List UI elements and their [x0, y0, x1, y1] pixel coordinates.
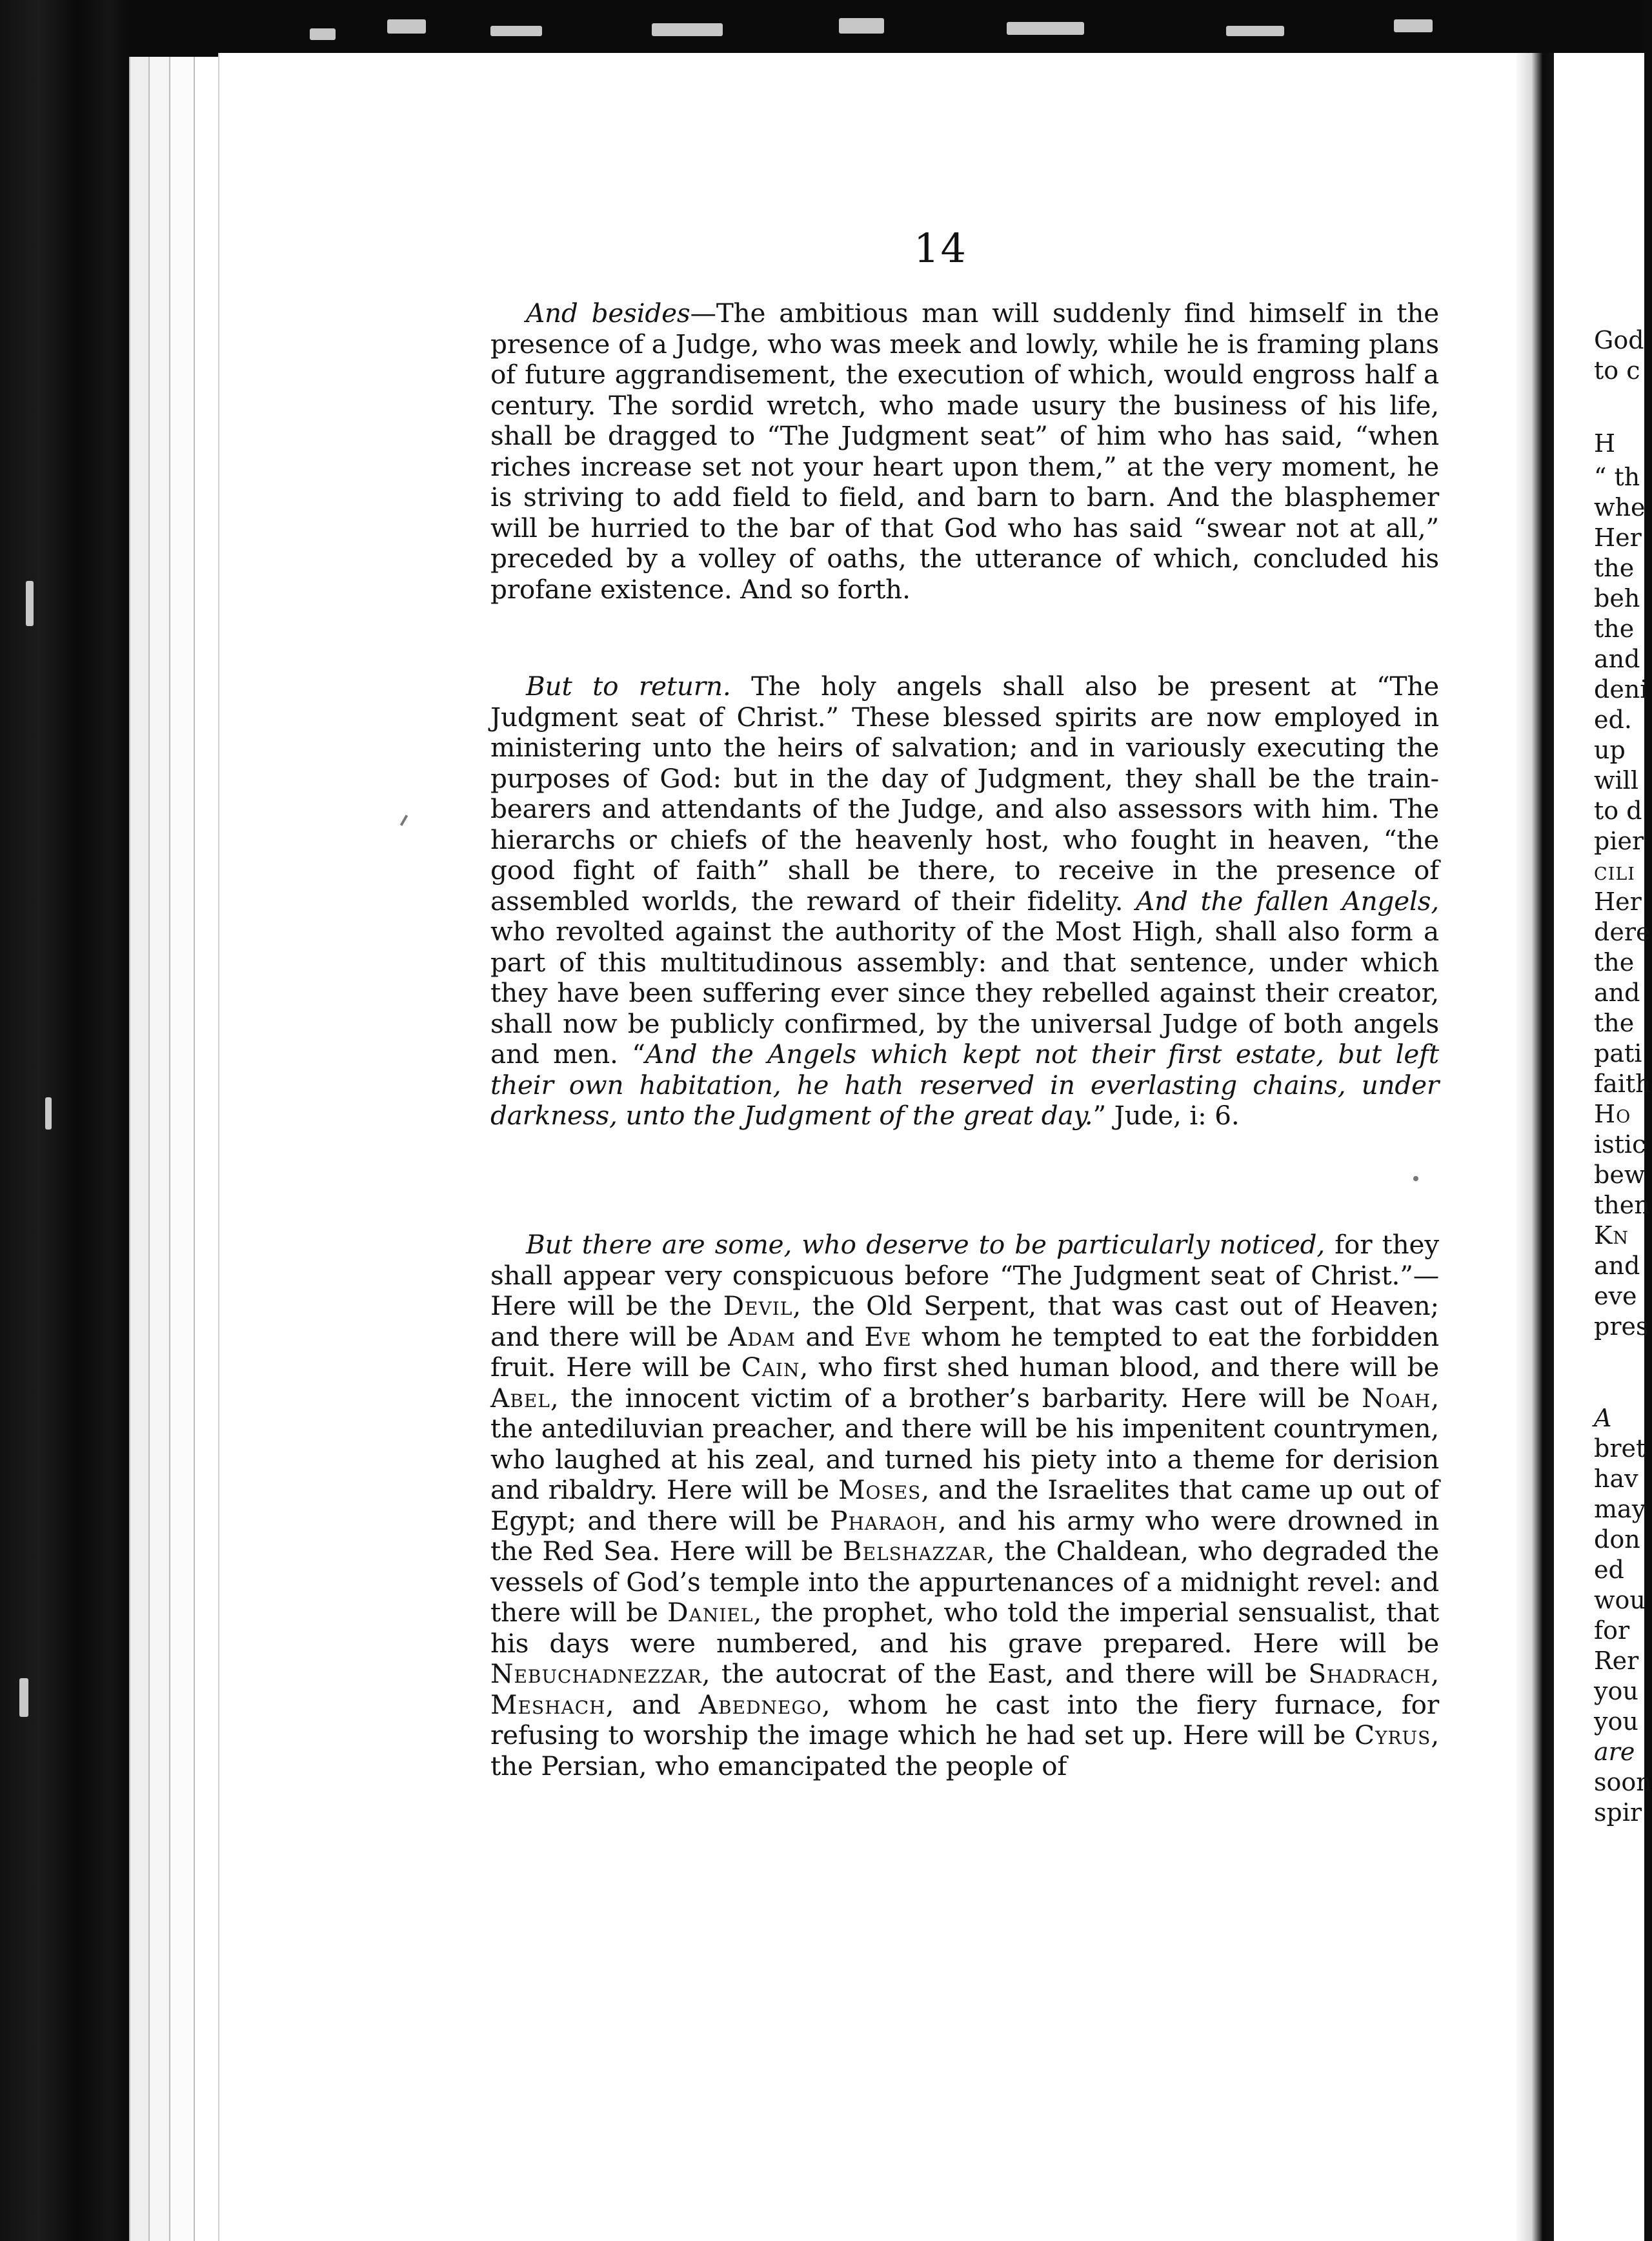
scan-speck: [45, 1097, 52, 1130]
scan-speck: [310, 28, 336, 40]
facing-page-line: are: [1594, 1738, 1635, 1766]
small-caps-name: Daniel: [667, 1597, 754, 1628]
text-run: , and his army who were drowned in the Red Sea. Here will be: [490, 1505, 1439, 1567]
facing-page-line: whe: [1594, 493, 1646, 522]
facing-page-line: the: [1594, 948, 1635, 977]
text-run: , who first shed human blood, and there will be: [800, 1352, 1439, 1383]
facing-page-line: ed: [1594, 1556, 1624, 1584]
facing-page-line: Ho: [1594, 1100, 1631, 1128]
text-run: , and the Israelites that came up out of Egypt; and there will be: [490, 1474, 1440, 1536]
facing-page-line: faith: [1594, 1070, 1651, 1098]
facing-page-line: hav: [1594, 1465, 1638, 1493]
text-run: who revolted against the authority of the Most High, shall also form a part of this multitudinous assembly: and that sentence, under which they have been suffering ever since they rebelled against their creator, shall now be publicly confirmed, by the universal Judge of both angels and men. “: [490, 916, 1439, 1070]
italic-run: And the fallen Angels,: [1136, 885, 1439, 917]
text-run: —The ambitious man will suddenly find himself in the presence of a Judge, who was meek and lowly, while he is framing plans of future aggrandisement, the execution of which, would engross half a century. The sordid wretch, who made usury the business of his life, shall be dragged to “The Judgment seat” of him who has said, “when riches increase set not your heart upon them,” at the very moment, he is striving to add field to field, and barn to barn. And the blasphemer will be hurried to the bar of that God who has said “swear not at all,” preceded by a volley of oaths, the utterance of which, concluded his profane existence. And so forth.: [490, 298, 1439, 605]
small-caps-name: Cyrus: [1354, 1719, 1431, 1750]
facing-page-line: Her: [1594, 523, 1642, 552]
text-run: whom he tempted to eat the forbidden fruit. Here will be: [490, 1321, 1440, 1383]
italic-run: But to return.: [526, 671, 731, 702]
scan-speck: [387, 19, 426, 34]
small-caps-name: Nebuchadnezzar: [490, 1658, 702, 1689]
facing-page-line: the: [1594, 554, 1635, 582]
facing-page-line: Kn: [1594, 1221, 1629, 1250]
facing-page-line: spir: [1594, 1798, 1642, 1827]
facing-page-line: cili: [1594, 857, 1635, 886]
book-gutter: [1516, 53, 1554, 2241]
text-run: , and: [605, 1688, 699, 1720]
text-run: ,: [1431, 1658, 1439, 1689]
italic-run: And the Angels which kept not their first estate, but left their own habitation, he hath reserved in everlasting chains, under darkness, unto the Judgment of the great day.: [490, 1039, 1439, 1131]
facing-page-line: Her: [1594, 887, 1642, 916]
small-caps-name: Devil: [723, 1290, 793, 1321]
facing-page-line: “ th: [1594, 463, 1640, 491]
scan-speck: [1226, 26, 1284, 36]
text-run: , the autocrat of the East, and there will be: [701, 1658, 1309, 1689]
small-caps-name: Moses: [838, 1474, 922, 1505]
small-caps-name: Eve: [864, 1321, 912, 1352]
scan-speck: [1007, 22, 1084, 35]
text-run: , the antediluvian preacher, and there will be his impenitent countrymen, who laughed at his zeal, and turned his piety into a theme for derision and ribaldry. Here will be: [490, 1382, 1439, 1505]
facing-page-line: soon: [1594, 1768, 1652, 1796]
facing-page-line: deni: [1594, 675, 1648, 704]
facing-page-line: pati: [1594, 1039, 1642, 1068]
scan-speck: [19, 1678, 28, 1717]
text-run: and: [795, 1321, 865, 1352]
scan-speck: [26, 581, 34, 626]
page-edge: [194, 57, 221, 2241]
facing-page-line: will: [1594, 766, 1638, 795]
scan-mark: [1413, 1176, 1418, 1181]
small-caps-name: Noah: [1362, 1382, 1431, 1414]
facing-page-line: dere: [1594, 918, 1651, 946]
scan-speck: [1394, 19, 1433, 32]
facing-page-line: bret: [1594, 1434, 1646, 1463]
scan-speck: [652, 23, 723, 36]
text-run: for they shall appear very conspicuous before “The Judgment seat of Christ.”—Here will be the: [490, 1229, 1440, 1321]
small-caps-name: Adam: [728, 1321, 796, 1352]
text-run: ” Jude, i: 6.: [1093, 1100, 1240, 1131]
small-caps-name: Pharaoh: [830, 1505, 938, 1536]
facing-page-line: wou: [1594, 1586, 1646, 1614]
facing-page-line: H: [1594, 429, 1616, 458]
facing-page-line: don: [1594, 1525, 1640, 1554]
facing-page-line: beh: [1594, 584, 1640, 613]
paragraph-ambitious-man: [490, 298, 1439, 605]
small-caps-name: Abednego: [698, 1688, 822, 1720]
scan-speck: [839, 18, 884, 34]
page-number: 14: [914, 225, 967, 272]
facing-page-line: to d: [1594, 796, 1642, 825]
text-run: , the Chaldean, who degraded the vessels of God’s temple into the appurtenances of a midnight revel: and there will be: [490, 1536, 1439, 1628]
text-run: , the prophet, who told the imperial sensualist, that his days were numbered, and his grave prepared. Here will be: [490, 1597, 1439, 1659]
facing-page-line: Rer: [1594, 1647, 1639, 1675]
facing-page-line: bew: [1594, 1161, 1646, 1189]
facing-page: [1554, 53, 1652, 2241]
small-caps-name: Shadrach: [1308, 1658, 1431, 1689]
facing-page-line: up: [1594, 736, 1626, 764]
facing-page-line: the: [1594, 1009, 1635, 1037]
facing-page-line: the: [1594, 614, 1635, 643]
facing-page-line: istic: [1594, 1130, 1646, 1159]
facing-page-line: you: [1594, 1677, 1638, 1705]
facing-page-line: you: [1594, 1707, 1638, 1736]
facing-page-line: then: [1594, 1191, 1650, 1219]
text-run: , whom he cast into the fiery furnace, for refusing to worship the image which he had set up. Here will be: [490, 1688, 1439, 1750]
small-caps-name: Belshazzar: [842, 1536, 987, 1567]
facing-page-line: and: [1594, 979, 1640, 1007]
facing-page-line: and: [1594, 645, 1640, 673]
scan-speck: [490, 26, 542, 36]
facing-page-line: and: [1594, 1252, 1640, 1280]
facing-page-line: A: [1594, 1404, 1612, 1432]
small-caps-name: Abel: [490, 1382, 550, 1414]
facing-page-line: ed.: [1594, 705, 1632, 734]
text-run: , the innocent victim of a brother’s barbarity. Here will be: [550, 1382, 1362, 1414]
text-run: , the Persian, who emancipated the people of: [490, 1719, 1439, 1781]
facing-page-line: pres: [1594, 1312, 1649, 1341]
small-caps-name: Cain: [741, 1352, 800, 1383]
paragraph-holy-angels: [490, 671, 1439, 1131]
italic-run: And besides: [526, 298, 690, 329]
facing-page-line: for: [1594, 1616, 1630, 1645]
facing-page-line: to c: [1594, 356, 1640, 385]
paragraph-conspicuous-persons: [490, 1230, 1439, 1781]
text-run: The holy angels shall also be present at “The Judgment seat of Christ.” These blessed spirits are now employed in ministering unto the heirs of salvation; and in variously executing the purposes of God: but in the day of Judgment, they shall be the train-bearers and attendants of the Judge, and also assessors with him. The hierarchs or chiefs of the heavenly host, who fought in heaven, “the good fight of faith” shall be there, to receive in the presence of assembled worlds, the reward of their fidelity.: [490, 671, 1440, 917]
italic-run: But there are some, who deserve to be particularly noticed,: [526, 1229, 1325, 1260]
facing-page-line: pier: [1594, 827, 1644, 855]
facing-page-line: eve: [1594, 1282, 1637, 1310]
small-caps-name: Meshach: [490, 1688, 606, 1720]
facing-page-line: may: [1594, 1495, 1646, 1523]
facing-page-line: God: [1594, 326, 1644, 354]
text-run: , the Old Serpent, that was cast out of Heaven; and there will be: [490, 1290, 1439, 1352]
scan-mark: [400, 815, 408, 826]
